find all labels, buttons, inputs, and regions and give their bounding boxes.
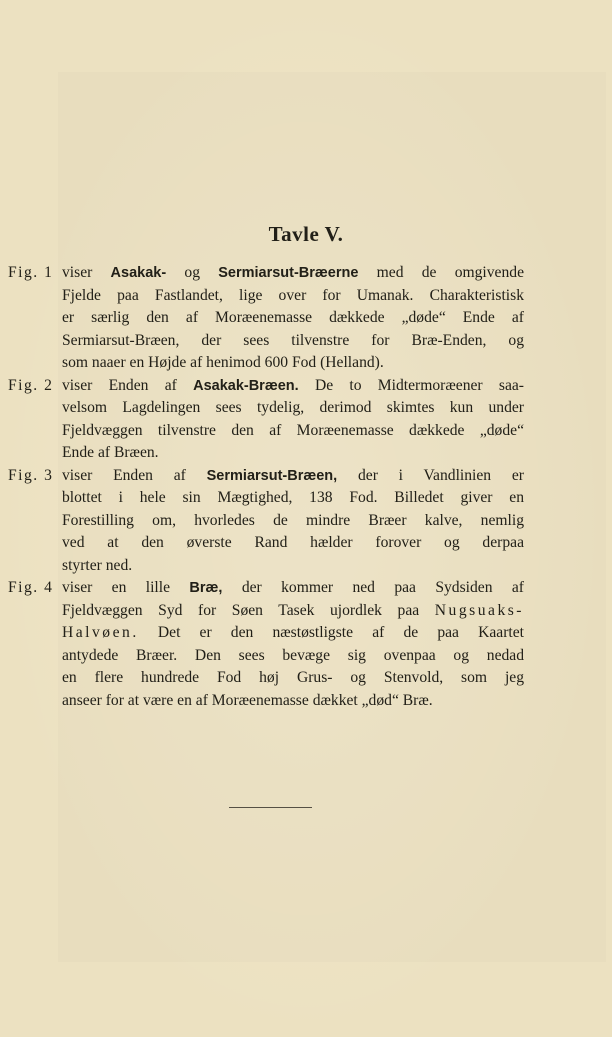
text-line: ved at den øverste Rand hælder forover og derpaa bbox=[62, 534, 524, 551]
figure-2-description bbox=[8, 375, 524, 465]
figure-label: Fig. 1 bbox=[8, 264, 52, 281]
figure-label: Fig. 4 bbox=[8, 579, 52, 596]
figure-1-description bbox=[8, 262, 524, 375]
text-line: styrter ned. bbox=[62, 556, 133, 574]
text-line: Forestilling om, hvorledes de mindre Bræer kalve, nemlig bbox=[62, 511, 524, 529]
text-line: anseer for at være en af Moræenemasse dækket „død“ Bræ. bbox=[62, 691, 433, 709]
figure-label: Fig. 2 bbox=[8, 376, 52, 394]
figure-label: Fig. 3 bbox=[8, 466, 52, 484]
text-line: velsom Lagdelingen sees tydelig, derimod skimtes kun under bbox=[62, 399, 524, 416]
text-line: Fjeldvæggen tilvenstre den af Moræenemasse dækkede „døde“ bbox=[62, 421, 524, 439]
text-line: Ende af Bræen. bbox=[62, 444, 159, 461]
text-line: blottet i hele sin Mægtighed, 138 Fod. Billedet giver en bbox=[62, 489, 524, 506]
text-line: viser Enden af Asakak-Bræen. De to Midtermoræener saa- bbox=[62, 376, 524, 394]
text-line: viser Asakak- og Sermiarsut-Bræerne med de omgivende bbox=[62, 264, 524, 281]
figure-descriptions bbox=[8, 262, 524, 712]
end-rule bbox=[229, 807, 312, 808]
figure-3-description bbox=[8, 465, 524, 578]
text-line: Fjeldvæggen Syd for Søen Tasek ujordlek paa Nugsuaks- bbox=[62, 601, 524, 619]
text-line: Fjelde paa Fastlandet, lige over for Umanak. Charakteristisk bbox=[62, 286, 524, 304]
text-line: Sermiarsut-Bræen, der sees tilvenstre for Bræ-Enden, og bbox=[62, 331, 524, 349]
text-line: viser en lille Bræ, der kommer ned paa Sydsiden af bbox=[62, 579, 525, 596]
text-line: antydede Bræer. Den sees bevæge sig ovenpaa og nedad bbox=[62, 646, 524, 664]
plate-title: Tavle V. bbox=[268, 222, 344, 246]
text-line: Halvøen. Det er den næstøstligste af de paa Kaartet bbox=[62, 624, 524, 641]
text-line: er særlig den af Moræenemasse dækkede „døde“ Ende af bbox=[62, 309, 524, 326]
text-line: som naaer en Højde af henimod 600 Fod (Helland). bbox=[62, 354, 384, 371]
text-line: en flere hundrede Fod høj Grus- og Stenvold, som jeg bbox=[62, 669, 524, 686]
figure-4-description bbox=[8, 577, 524, 712]
text-line: viser Enden af Sermiarsut-Bræen, der i Vandlinien er bbox=[62, 466, 524, 484]
